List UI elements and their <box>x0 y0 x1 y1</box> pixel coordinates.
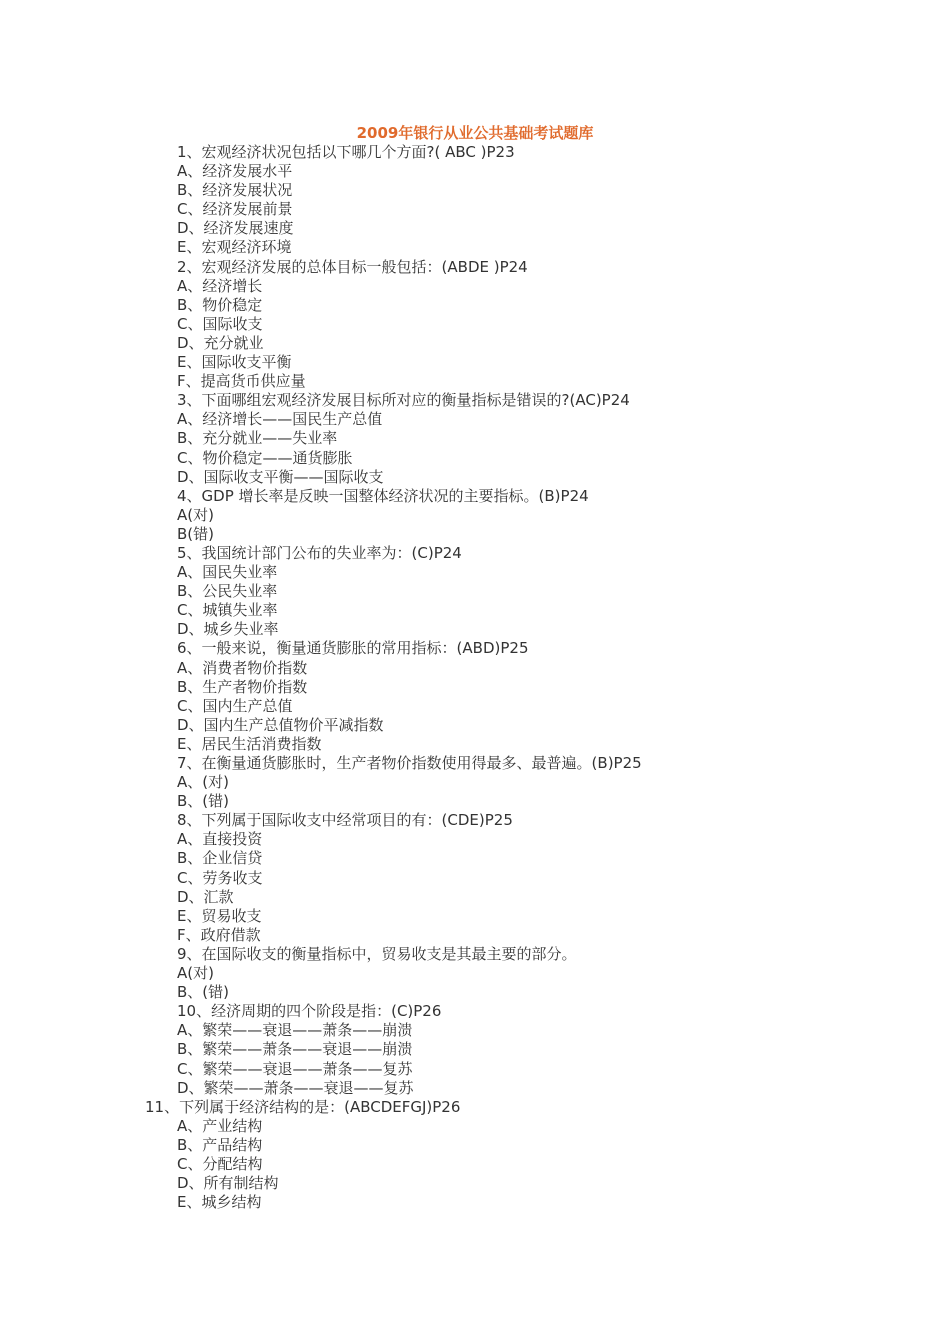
question-text: 5、我国统计部门公布的失业率为：(C)P24 <box>177 543 462 562</box>
question-text: 11、下列属于经济结构的是：(ABCDEFGJ)P26 <box>145 1097 461 1116</box>
option-text: E、贸易收支 <box>177 906 262 925</box>
option-text: B、充分就业——失业率 <box>177 429 338 448</box>
option-text: B、(错) <box>177 983 229 1002</box>
option-text: C、经济发展前景 <box>177 200 293 219</box>
option-text: E、城乡结构 <box>177 1193 262 1212</box>
option-text: A、直接投资 <box>177 830 263 849</box>
option-text: C、繁荣——衰退——萧条——复苏 <box>177 1059 413 1078</box>
option-text: B、公民失业率 <box>177 582 278 601</box>
option-text: D、经济发展速度 <box>177 219 294 238</box>
option-text: A、经济增长 <box>177 276 263 295</box>
option-text: A(对) <box>177 964 214 983</box>
option-text: B(错) <box>177 524 214 543</box>
question-text: 9、在国际收支的衡量指标中，贸易收支是其最主要的部分。 <box>177 944 577 963</box>
option-text: F、政府借款 <box>177 925 261 944</box>
option-text: A、繁荣——衰退——萧条——崩溃 <box>177 1021 413 1040</box>
question-text: 4、GDP 增长率是反映一国整体经济状况的主要指标。(B)P24 <box>177 486 589 505</box>
option-text: E、国际收支平衡 <box>177 353 292 372</box>
option-text: C、物价稳定——通货膨胀 <box>177 448 353 467</box>
option-text: D、所有制结构 <box>177 1174 279 1193</box>
document-title: 2009年银行从业公共基础考试题库 <box>356 124 594 142</box>
option-text: C、国际收支 <box>177 314 263 333</box>
option-text: D、国际收支平衡——国际收支 <box>177 467 384 486</box>
option-text: A、国民失业率 <box>177 563 278 582</box>
option-text: A、消费者物价指数 <box>177 658 308 677</box>
option-text: B、生产者物价指数 <box>177 677 308 696</box>
question-text: 3、下面哪组宏观经济发展目标所对应的衡量指标是错误的?(AC)P24 <box>177 391 630 410</box>
option-text: A(对) <box>177 505 214 524</box>
option-text: A、(对) <box>177 773 229 792</box>
option-text: A、经济增长——国民生产总值 <box>177 410 383 429</box>
option-text: D、城乡失业率 <box>177 620 279 639</box>
question-text: 8、下列属于国际收支中经常项目的有：(CDE)P25 <box>177 811 513 830</box>
option-text: C、城镇失业率 <box>177 601 278 620</box>
option-text: B、企业信贷 <box>177 849 263 868</box>
question-text: 7、在衡量通货膨胀时，生产者物价指数使用得最多、最普遍。(B)P25 <box>177 754 642 772</box>
option-text: C、分配结构 <box>177 1154 263 1173</box>
option-text: B、繁荣——萧条——衰退——崩溃 <box>177 1040 413 1059</box>
option-text: D、充分就业 <box>177 333 264 352</box>
option-text: C、劳务收支 <box>177 868 263 887</box>
option-text: B、产品结构 <box>177 1135 263 1154</box>
option-text: D、汇款 <box>177 887 234 906</box>
question-text: 10、经济周期的四个阶段是指：(C)P26 <box>177 1002 442 1021</box>
question-list <box>0 143 950 1212</box>
option-text: E、宏观经济环境 <box>177 238 292 257</box>
question-text: 2、宏观经济发展的总体目标一般包括：(ABDE )P24 <box>177 257 528 276</box>
option-text: A、经济发展水平 <box>177 162 293 181</box>
option-text: C、国内生产总值 <box>177 696 293 715</box>
option-text: F、提高货币供应量 <box>177 372 306 391</box>
option-text: D、繁荣——萧条——衰退——复苏 <box>177 1078 414 1097</box>
question-text: 6、一般来说，衡量通货膨胀的常用指标：(ABD)P25 <box>177 639 529 658</box>
option-text: B、(错) <box>177 792 229 811</box>
option-text: E、居民生活消费指数 <box>177 734 322 753</box>
option-text: B、经济发展状况 <box>177 181 293 200</box>
option-text: B、物价稳定 <box>177 295 263 314</box>
question-text: 1、宏观经济状况包括以下哪几个方面?( ABC )P23 <box>177 143 515 161</box>
option-text: D、国内生产总值物价平减指数 <box>177 715 384 734</box>
option-text: A、产业结构 <box>177 1116 263 1135</box>
